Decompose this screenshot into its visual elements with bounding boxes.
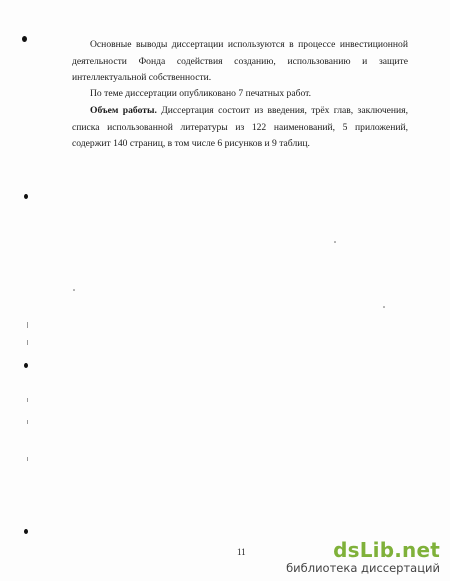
work-volume-text: Диссертация состоит из введения, трёх глав, заключения, списка использованной литературы из 122 наименований, 5 приложений, содержит 140 страниц, в том числе 6 рисунков и 9 таблиц. bbox=[72, 105, 408, 149]
work-volume-heading: Объем работы. bbox=[90, 105, 157, 116]
scan-dash bbox=[27, 420, 28, 424]
scan-mark-lower bbox=[24, 529, 28, 534]
paragraph-conclusions-usage: Основные выводы диссертации используются в процессе инвестиционной деятельности Фонда содействия созданию, использованию и защите интеллектуальной собственности. bbox=[72, 39, 408, 83]
scan-speck bbox=[334, 241, 336, 243]
dslib-logo: dsLib.net bbox=[333, 538, 440, 562]
dslib-subtitle: библиотека диссертаций bbox=[286, 561, 440, 575]
scan-dash bbox=[27, 398, 28, 402]
page-number: 11 bbox=[237, 547, 246, 557]
scan-mark-middle bbox=[24, 363, 28, 368]
scan-mark-upper bbox=[24, 194, 28, 199]
scan-speck bbox=[73, 289, 75, 291]
paragraph-publications: По теме диссертации опубликовано 7 печатных работ. bbox=[90, 88, 312, 99]
paragraph-work-volume bbox=[72, 103, 408, 153]
scan-speck bbox=[383, 306, 385, 308]
scan-mark-top bbox=[22, 36, 27, 42]
dslib-watermark[interactable] bbox=[286, 539, 440, 575]
scan-dash bbox=[27, 457, 28, 461]
scan-dash bbox=[27, 322, 28, 328]
scan-dash bbox=[27, 340, 28, 345]
